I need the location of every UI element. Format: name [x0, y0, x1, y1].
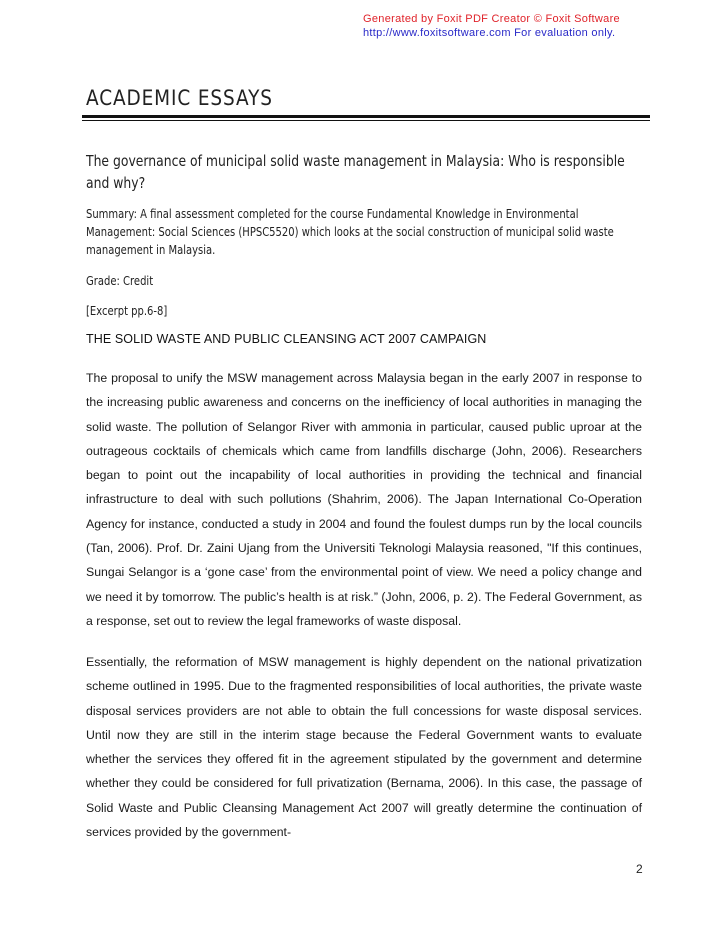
essay-summary: Summary: A final assessment completed for the course Fundamental Knowledge in Environmental Management: Social Sciences (HPSC5520) which looks at the social construction of municipal solid waste management in Malaysia. [86, 206, 614, 257]
header-rule-thin [82, 120, 650, 121]
watermark-line-1: Generated by Foxit PDF Creator © Foxit Software [363, 13, 620, 25]
campaign-heading: THE SOLID WASTE AND PUBLIC CLEANSING ACT 2007 CAMPAIGN [86, 332, 487, 346]
section-title: ACADEMIC ESSAYS [86, 86, 273, 110]
header-rule-thick [82, 115, 650, 118]
watermark-line-2: http://www.foxitsoftware.com For evaluation only. [363, 27, 616, 39]
excerpt-range: [Excerpt pp.6-8] [86, 303, 168, 318]
body-paragraph-2: Essentially, the reformation of MSW management is highly dependent on the national privatization scheme outlined in 1995. Due to the fragmented responsibilities of local authorities, the private waste disposal services providers are not able to obtain the full concessions for waste disposal services. Until now they are still in the interim stage because the Federal Government wants to evaluate whether the services they offered fit in the agreement stipulated by the government and determine whether they could be considered for full privatization (Bernama, 2006). In this case, the passage of Solid Waste and Public Cleansing Management Act 2007 will greatly determine the continuation of services provided by the government- [86, 655, 642, 840]
essay-grade: Grade: Credit [86, 273, 154, 288]
page-number: 2 [636, 862, 643, 876]
essay-title: The governance of municipal solid waste management in Malaysia: Who is responsible and why? [86, 152, 625, 192]
body-paragraph-1: The proposal to unify the MSW management across Malaysia began in the early 2007 in response to the increasing public awareness and concerns on the inefficiency of local authorities in managing the solid waste. The pollution of Selangor River with ammonia in particular, caused public uproar at the outrageous cocktails of chemicals which came from landfills discharge (John, 2006). Researchers began to point out the incapability of local authorities in providing the technical and financial infrastructure to deal with such pollutions (Shahrim, 2006). The Japan International Co-Operation Agency for instance, conducted a study in 2004 and found the foulest dumps run by the local councils (Tan, 2006). Prof. Dr. Zaini Ujang from the Universiti Teknologi Malaysia reasoned, "If this continues, Sungai Selangor is a ‘gone case’ from the environmental point of view. We need a policy change and we need it by tomorrow. The public’s health is at risk.” (John, 2006, p. 2). The Federal Government, as a response, set out to review the legal frameworks of waste disposal. [86, 371, 642, 628]
foxit-watermark [363, 12, 620, 40]
